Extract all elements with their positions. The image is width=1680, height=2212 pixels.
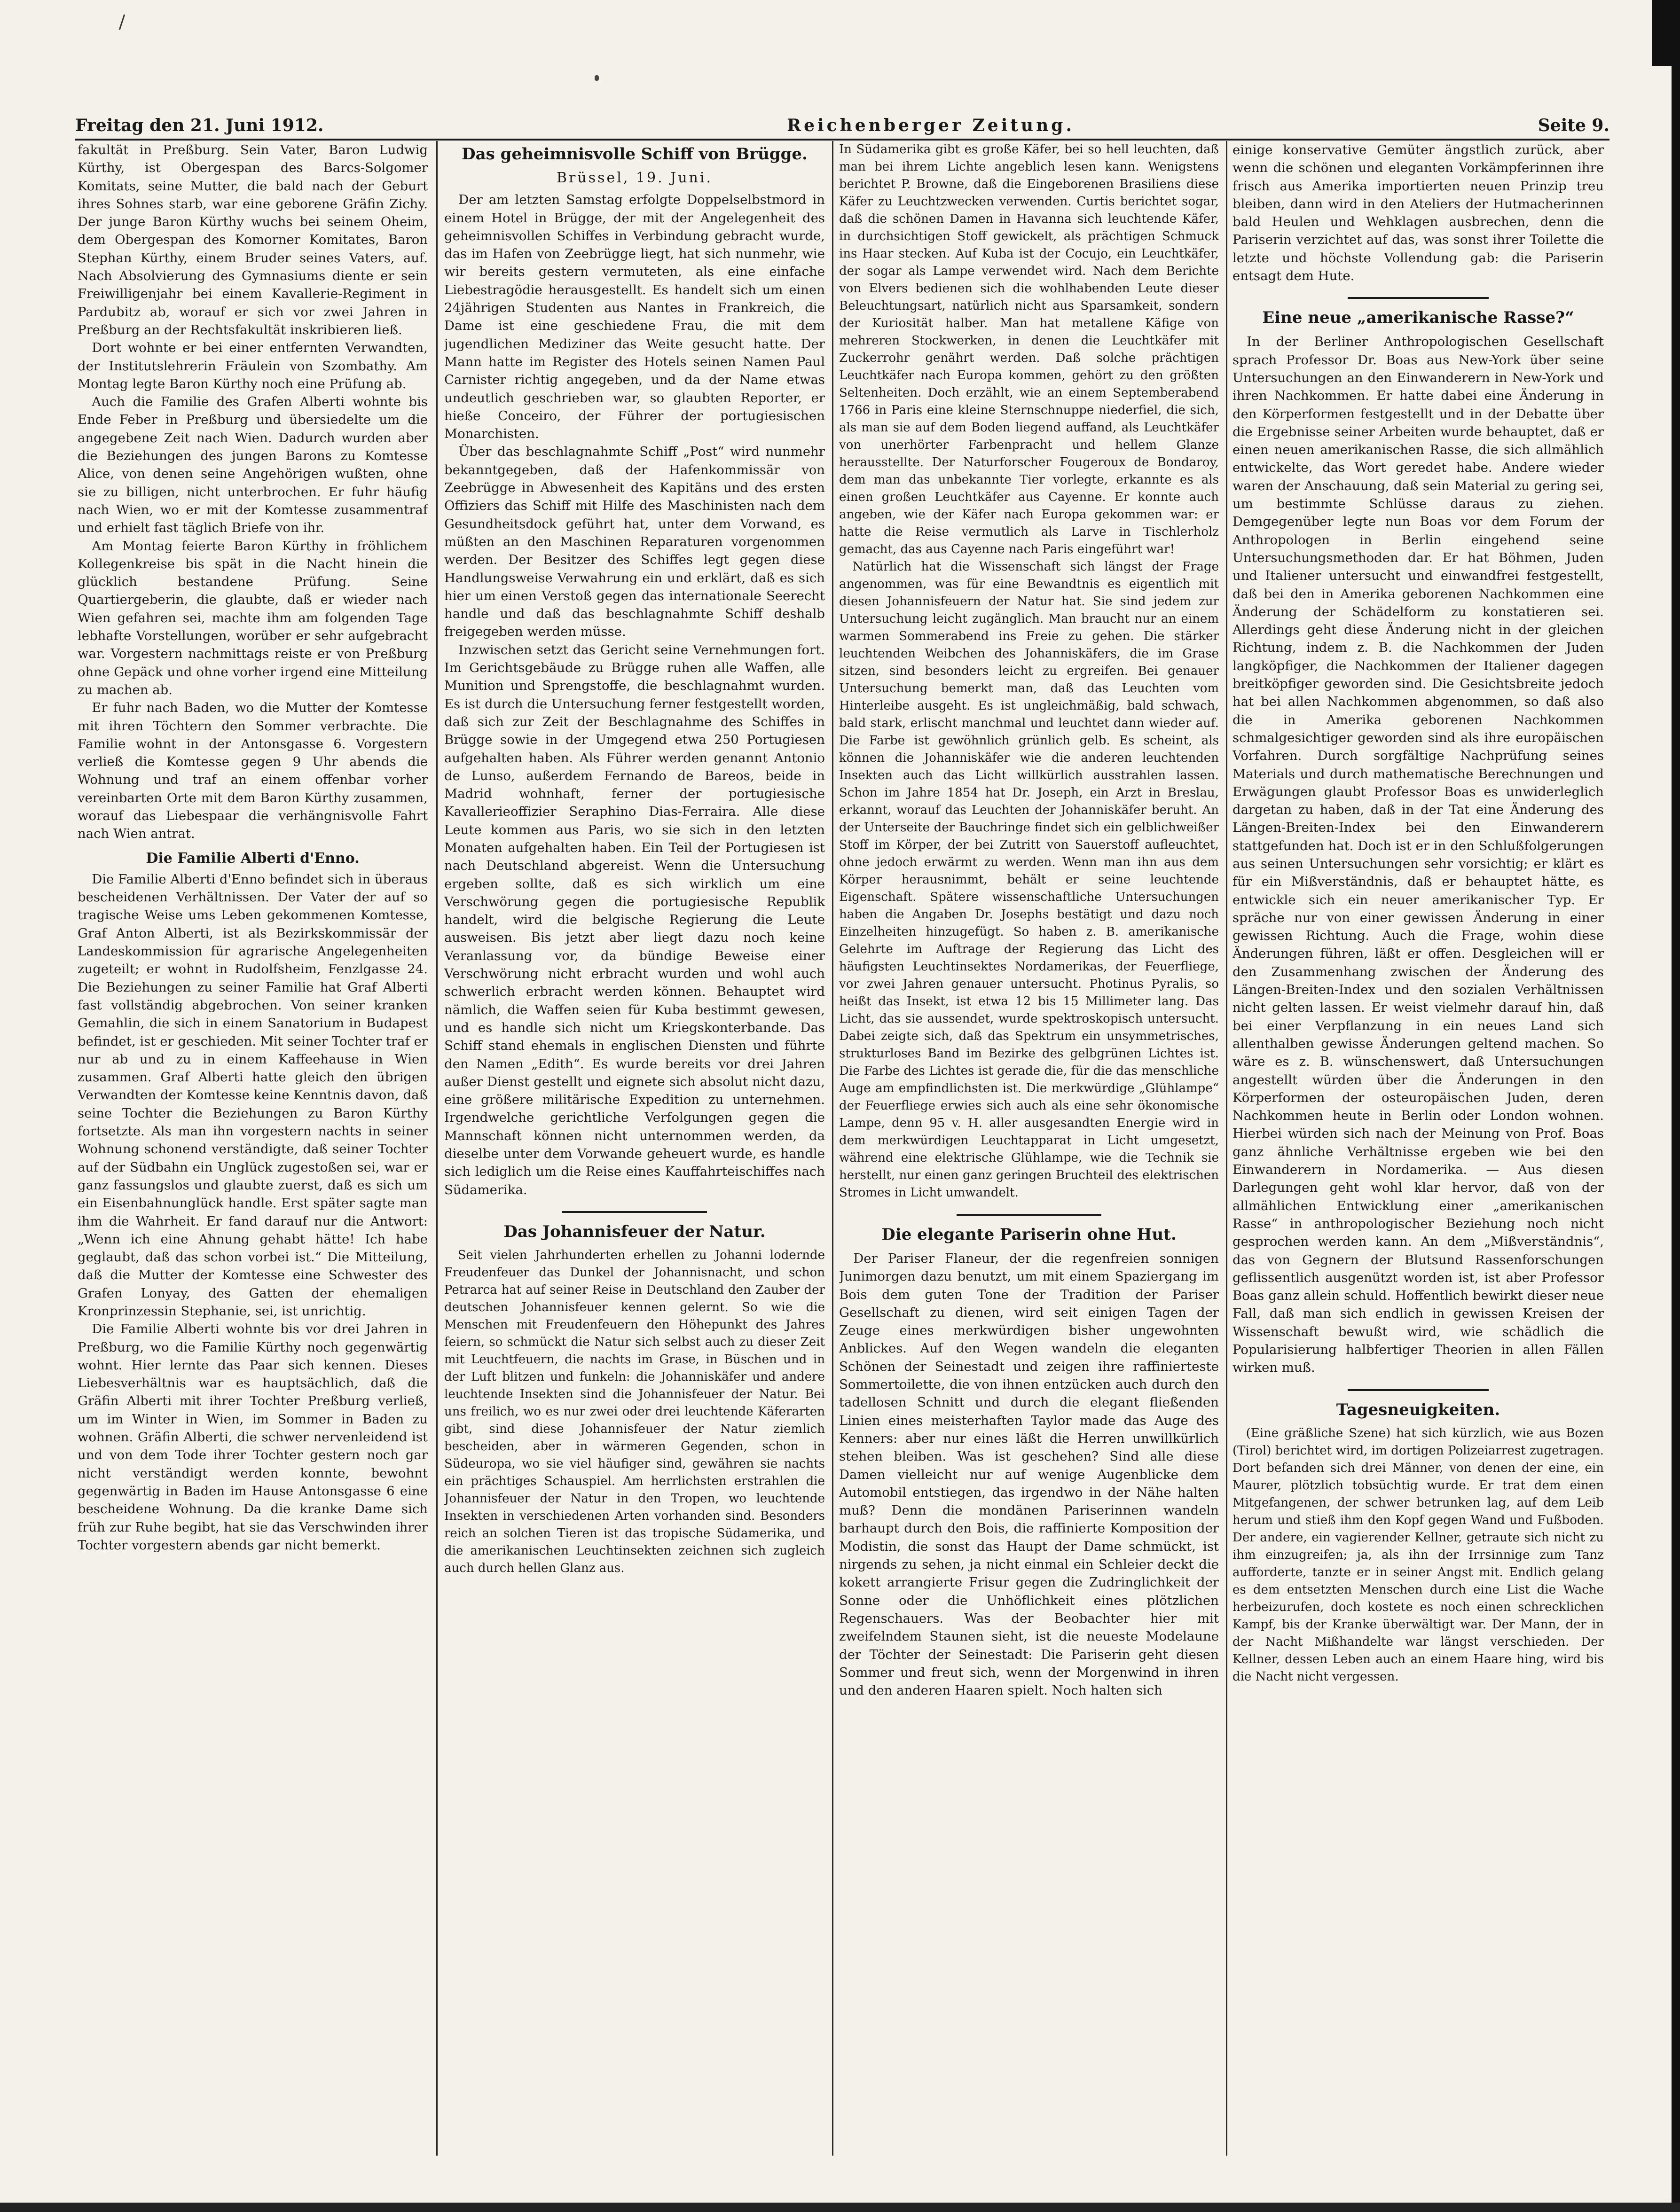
article-headline: Das Johannisfeuer der Natur. [503,1222,766,1241]
article-paragraph: einige konservative Gemüter ängstlich zurück, aber wenn die schönen und eleganten Vorkämpferinnen ihre frisch aus Amerika importierten neuen Prinzip treu bleiben, dann wird in den Ateliers der Hutmacherinnen bald Heulen und Wehklagen ausbrechen, denn die Pariserin verzichtet auf das, was sonst ihrer Toilette die letzte und höchste Vollendung gab: die Pariserin entsagt dem Hute. [1233,142,1604,284]
article-paragraph: Inzwischen setzt das Gericht seine Vernehmungen fort. Im Gerichtsgebäude zu Brügge ruhen alle Waffen, alle Munition und Sprengstoffe, die beschlagnahmt wurden. Es ist durch die Untersuchung ferner festgestellt worden, daß sich zur Zeit der Beschlagnahme des Schiffes in Brügge sowie in der Umgegend etwa 250 Portugiesen aufgehalten haben. Als Führer werden genannt Antonio de Lunso, außerdem Fernando de Bareos, beide in Madrid wohnhaft, ferner der portugiesische Kavallerieoffizier Seraphino Dias-Ferraira. Alle diese Leute kommen aus Paris, wo sie sich in den letzten Monaten aufgehalten haben. Ein Teil der Portugiesen ist nach Deutschland abgereist. Wenn die Untersuchung ergeben sollte, daß es sich wirklich um eine Verschwörung gegen die portugiesische Republik handelt, wird die belgische Regierung die Leute ausweisen. Bis jetzt aber liegt dazu noch keine Veranlassung vor, da bündige Beweise einer Verschwörung nicht erbracht wurden und wohl auch schwerlich erbracht werden können. Behauptet wird nämlich, die Waffen seien für Kuba bestimmt gewesen, und es handle sich nicht um Kriegskonterbande. Das Schiff stand ehemals in englischen Diensten und führte den Namen „Edith“. Es wurde bereits vor drei Jahren außer Dienst gestellt und eignete sich absolut nicht dazu, eine größere militärische Expedition zu unternehmen. Irgendwelche gerichtliche Verfolgungen gegen die Mannschaft können nicht unternommen werden, da dieselbe unter dem Vorwande geheuert wurde, es handle sich lediglich um die Reise eines Kauffahrteischiffes nach Südamerika. [444,642,825,1197]
section-subhead: Die Familie Alberti d'Enno. [146,850,360,867]
article-headline: Die elegante Pariserin ohne Hut. [881,1225,1177,1244]
pen-mark [119,14,125,30]
article-separator [562,1211,707,1213]
page-header [75,104,1609,135]
article-paragraph: Dort wohnte er bei einer entfernten Verwandten, der Institutslehrerin Fräulein von Szombathy. Am Montag legte Baron Kürthy noch eine Prüfung ab. [78,340,428,391]
article-paragraph: In der Berliner Anthropologischen Gesellschaft sprach Professor Dr. Boas aus New-York über seine Untersuchungen an den Einwanderern in New-York und ihren Nachkommen. Er hatte dabei eine Änderung in den Körperformen festgestellt und in der Debatte über die Ergebnisse seiner Arbeiten wurde behauptet, daß er einen neuen amerikanischen Rasse, die sich allmählich entwickelte, das Wort geredet habe. Andere wieder waren der Anschauung, daß sein Material zu gering sei, um bestimmte Schlüsse daraus zu ziehen. Demgegenüber legte nun Boas vor dem Forum der Anthropologen in Berlin eingehend seine Untersuchungsmethoden dar. Er hat Böhmen, Juden und Italiener untersucht und einwandfrei festgestellt, daß bei den in Amerika geborenen Nachkommen eine Änderung der Schädelform zu konstatieren sei. Allerdings geht diese Änderung nicht in der gleichen Richtung, indem z. B. die Nachkommen der Juden langköpfiger, die Nachkommen der Italiener dagegen breitköpfiger geworden sind. Die Gesichtsbreite jedoch hat bei allen Nachkommen abgenommen, so daß also die in Amerika geborenen Nachkommen schmalgesichtiger geworden sind als ihre europäischen Vorfahren. Durch sorgfältige Nachprüfung seines Materials und durch mathematische Berechnungen und Erwägungen glaubt Professor Boas es unwiderleglich dargetan zu haben, daß in der Tat eine Änderung des Längen-Breiten-Index bei den Einwanderern stattgefunden hat. Doch ist er in den Schlußfolgerungen aus seinen Untersuchungen sehr vorsichtig; er klärt es für ein Mißverständnis, daß er behauptet hätte, es entwickle sich ein neuer amerikanischer Typ. Er spräche nur von einer gewissen Änderung in einer gewissen Richtung. Auch die Frage, wohin diese Änderungen führen, läßt er offen. Desgleichen will er den Zusammenhang zwischen der Änderung des Längen-Breiten-Index und den sozialen Verhältnissen nicht gelten lassen. Er weist vielmehr darauf hin, daß bei einer Verpflanzung in ein neues Land sich allenthalben gewisse Änderungen geltend machen. So wäre es z. B. wünschenswert, daß Untersuchungen angestellt würden über die Änderungen in den Körperformen der osteuropäischen Juden, deren Nachkommen heute in Berlin oder London wohnen. Hierbei würden sich nach der Meinung von Prof. Boas ganz ähnliche Verhältnisse ergeben wie bei den Einwanderern in Nordamerika. — Aus diesen Darlegungen geht wohl klar hervor, daß von der allmählichen Entwicklung einer „amerikanischen Rasse“ in anthropologischer Beziehung noch nicht gesprochen werden kann. An dem „Mißverständnis“, das von Gegnern der Blutsund Rassenforschungen geflissentlich ausgenützt worden ist, ist aber Professor Boas ganz allein schuld. Hoffentlich bewirkt dieser neue Fall, daß man sich endlich in gewissen Kreisen der Wissenschaft bewußt wird, wie schädlich die Popularisierung halbfertiger Theorien in allen Fällen wirken muß. [1233,334,1604,1376]
scan-corner-right [1652,0,1680,66]
column-3 [839,141,1219,2112]
article-separator [1348,1389,1489,1391]
article-headline: Eine neue „amerikanische Rasse?“ [1262,308,1574,328]
article-paragraph: Auch die Familie des Grafen Alberti wohnte bis Ende Feber in Preßburg und übersiedelte um die angegebene Zeit nach Wien. Dadurch wurden aber die Beziehungen des jungen Barons zu Komtesse Alice, von denen seine Angehörigen wußten, ohne sie zu billigen, nicht unterbrochen. Er fuhr häufig nach Wien, wo er mit der Komtesse zusammentraf und erhielt fast täglich Briefe von ihr. [78,394,428,536]
column-2 [444,141,825,2112]
article-separator [1348,297,1489,299]
article-paragraph: In Südamerika gibt es große Käfer, bei so hell leuchten, daß man bei ihrem Lichte angeblich lesen kann. Wenigstens berichtet P. Browne, daß die Eingeborenen Brasiliens diese Käfer zu Leuchtzwecken verwenden. Curtis berichtet sogar, daß die schönen Damen in Havanna sich leuchtende Käfer, in durchsichtigen Stoff gewickelt, als prächtigen Schmuck ins Haar stecken. Auf Kuba ist der Cocujo, ein Leuchtkäfer, der sogar als Lampe verwendet wird. Nach dem Berichte von Elvers bedienen sich die wohlhabenden Leute dieser Beleuchtungsart, natürlich nicht aus Sparsamkeit, sondern der Kuriosität halber. Man hat metallene Käfige von mehreren Stockwerken, in denen die Leuchtkäfer mit Zuckerrohr genährt werden. Daß solche prächtigen Leuchtkäfer nach Europa kommen, gehört zu den größten Seltenheiten. Doch erzählt, wie an einem Septemberabend 1766 in Paris eine kleine Sternschnuppe niederfiel, die sich, als man sie auf dem Boden liegend auffand, als Leuchtkäfer von unerhörter Farbenpracht und hellem Glanze herausstellte. Der Naturforscher Fougeroux de Bondaroy, dem man das unbekannte Tier vorlegte, erkannte es als einen großen Leuchtkäfer aus Cayenne. Er konnte auch angeben, wie der Käfer nach Europa gekommen war: er hatte die Reise vermutlich als Larve in Tischlerholz gemacht, das aus Cayenne nach Paris eingeführt war! [839,142,1219,556]
column-rule [1226,141,1227,2156]
article-headline: Das geheimnisvolle Schiff von Brügge. [462,145,808,164]
scan-border-bottom [0,2203,1680,2212]
article-paragraph: fakultät in Preßburg. Sein Vater, Baron Ludwig Kürthy, ist Obergespan des Barcs-Solgomer Komitats, seine Mutter, die bald nach der Geburt ihres Sohnes starb, war eine geborene Gräfin Zichy. Der junge Baron Kürthy wuchs bei seinem Oheim, dem Obergespan des Komorner Komitates, Baron Stephan Kürthy, einem Bruder seines Vaters, auf. Nach Absolvierung des Gymnasiums diente er sein Freiwilligenjahr bei einem Kavallerie-Regiment in Pardubitz ab, worauf er sich vor zwei Jahren in Preßburg an der Rechtsfakultät inskribieren ließ. [78,142,428,337]
issue-date: Freitag den 21. Juni 1912. [75,116,324,135]
header-rule [75,139,1609,141]
newspaper-title: Reichenberger Zeitung. [787,116,1075,135]
page-number: Seite 9. [1538,116,1609,135]
article-paragraph: (Eine gräßliche Szene) hat sich kürzlich, wie aus Bozen (Tirol) berichtet wird, im dortigen Polizeiarrest zugetragen. Dort befanden sich drei Männer, von denen der eine, ein Maurer, plötzlich tobsüchtig wurde. Er trat dem einen Mitgefangenen, der schwer betrunken lag, auf dem Leib herum und stieß ihm den Kopf gegen Wand und Fußboden. Der andere, ein vagierender Kellner, getraute sich nicht zu ihm einzugreifen; ja, als ihn der Irrsinnige zum Tanz aufforderte, tanzte er in seiner Angst mit. Endlich gelang es dem entsetzten Menschen durch eine List die Wache herbeizurufen, doch kostete es noch einen schrecklichen Kampf, bis der Kranke überwältigt war. Der Mann, der in der Nacht Mißhandelte war längst verschieden. Der Kellner, dessen Leben auch an einem Haare hing, wird bis die Nacht nicht vergessen. [1233,1426,1604,1684]
column-rule [832,141,833,2156]
article-paragraph: Seit vielen Jahrhunderten erhellen zu Johanni lodernde Freudenfeuer das Dunkel der Johannisnacht, und schon Petrarca hat auf seiner Reise in Deutschland den Zauber der deutschen Johannisfeuer kennen gelernt. So wie die Menschen mit Freudenfeuern den Höhepunkt des Jahres feiern, so schmückt die Natur sich selbst auch zu dieser Zeit mit Leuchtfeuern, die nachts im Grase, in Büschen und in der Luft blitzen und funkeln: die Johanniskäfer und andere leuchtende Insekten sind die Johannisfeuer der Natur. Bei uns freilich, wo es nur zwei oder drei leuchtende Käferarten gibt, sind diese Johannisfeuer der Natur ziemlich bescheiden, aber in wärmeren Gegenden, schon in Südeuropa, wo sie viel häufiger sind, gewähren sie nachts ein prächtiges Schauspiel. Am herrlichsten erstrahlen die Johannisfeuer der Natur in den Tropen, wo leuchtende Insekten in verschiedenen Arten vorhanden sind. Besonders reich an solchen Tieren ist das tropische Südamerika, und die amerikanischen Leuchtinsekten zeichnen sich zugleich auch durch hellen Glanz aus. [444,1248,825,1575]
article-paragraph: Am Montag feierte Baron Kürthy in fröhlichem Kollegenkreise bis spät in die Nacht hinein die glücklich bestandene Prüfung. Seine Quartiergeberin, die glaubte, daß er wieder nach Wien gefahren sei, machte ihm am folgenden Tage lebhafte Vorstellungen, worüber er sehr aufgebracht war. Vorgestern nachmittags reiste er von Preßburg ohne Gepäck und ohne vorher irgend eine Mitteilung zu machen ab. [78,538,428,697]
article-paragraph: Natürlich hat die Wissenschaft sich längst der Frage angenommen, was für eine Bewandtnis es eigentlich mit diesen Johannisfeuern der Natur hat. Sie sind jedem zur Untersuchung leicht zugänglich. Man braucht nur an einem warmen Sommerabend ins Freie zu gehen. Die stärker leuchtenden Weibchen des Johanniskäfers, die im Grase sitzen, sind besonders leicht zu ergreifen. Bei genauer Untersuchung bemerkt man, daß das Leuchten vom Hinterleibe ausgeht. Es ist ungleichmäßig, bald schwach, bald stark, erlischt manchmal und leuchtet dann wieder auf. Die Farbe ist gewöhnlich grünlich gelb. Es scheint, als können die Johanniskäfer wie die anderen leuchtenden Insekten auch das Licht willkürlich ausstrahlen lassen. Schon im Jahre 1854 hat Dr. Joseph, ein Arzt in Breslau, erkannt, worauf das Leuchten der Johanniskäfer beruht. An der Unterseite der Bauchringe findet sich ein gelblichweißer Stoff im Körper, der bei Zutritt von Sauerstoff aufleuchtet, ohne jedoch erwärmt zu werden. Wenn man ihn aus dem Körper herausnimmt, behält er seine leuchtende Eigenschaft. Spätere wissenschaftliche Untersuchungen haben die Angaben Dr. Josephs bestätigt und dazu noch Einzelheiten hinzugefügt. So haben z. B. amerikanische Gelehrte im Auftrage der Regierung das Licht des häufigsten Leuchtinsektes Nordamerikas, der Feuerfliege, vor zwei Jahren genauer untersucht. Photinus Pyralis, so heißt das Insekt, ist etwa 12 bis 15 Millimeter lang. Das Licht, das sie aussendet, wurde spektroskopisch untersucht. Dabei zeigte sich, daß das Spektrum ein unsymmetrisches, strukturloses Band im Bezirke des gelbgrünen Lichtes ist. Die Farbe des Lichtes ist gerade die, für die das menschliche Auge am empfindlichsten ist. Die merkwürdige „Glühlampe“ der Feuerfliege erwies sich auch als eine sehr ökonomische Lampe, denn 95 v. H. aller ausgesandten Energie wird in dem merkwürdigen Leuchtapparat in Licht umgesetzt, während eine elektrische Glühlampe, wie die Technik sie herstellt, nur einen ganz geringen Bruchteil des elektrischen Stromes in Licht umwandelt. [839,560,1219,1200]
article-paragraph: Die Familie Alberti wohnte bis vor drei Jahren in Preßburg, wo die Familie Kürthy noch gegenwärtig wohnt. Hier lernte das Paar sich kennen. Dieses Liebesverhältnis war es hauptsächlich, daß die Gräfin Alberti mit ihrer Tochter Preßburg verließ, um im Winter in Wien, im Sommer in Baden zu wohnen. Gräfin Alberti, die schwer nervenleidend ist und von dem Tode ihrer Tochter gestern noch gar nicht verständigt werden konnte, bewohnt gegenwärtig in Baden im Hause Antonsgasse 6 eine bescheidene Wohnung. Da die kranke Dame sich früh zur Ruhe begibt, hat sie das Verschwinden ihrer Tochter vorgestern abends gar nicht bemerkt. [78,1321,428,1553]
article-separator [957,1214,1101,1216]
column-1 [78,141,428,2112]
scan-border-right [1672,0,1680,2212]
article-paragraph: Über das beschlagnahmte Schiff „Post“ wird nunmehr bekanntgegeben, daß der Hafenkommissär von Zeebrügge in Abwesenheit des Kapitäns und des ersten Offiziers das Schiff mit Hilfe des Maschinisten nach dem Gesundheitsdock geführt hat, unter dem Vorwand, es müßten an den Maschinen Reparaturen vorgenommen werden. Der Besitzer des Schiffes legt gegen diese Handlungsweise Verwahrung ein und erklärt, daß es sich hier um einen Verstoß gegen das internationale Seerecht handle und daß das beschlagnahmte Schiff deshalb freigegeben werden müsse. [444,444,825,640]
article-paragraph: Der am letzten Samstag erfolgte Doppelselbstmord in einem Hotel in Brügge, der mit der Angelegenheit des geheimnisvollen Schiffes in Verbindung gebracht wurde, das im Hafen von Zeebrügge liegt, hat sich nunmehr, wie wir bereits gestern vermuteten, als eine einfache Liebestragödie herausgestellt. Es handelt sich um einen 24jährigen Studenten aus Nantes in Frankreich, die Dame ist eine geschiedene Frau, die mit dem jugendlichen Mediziner das Weite gesucht hatte. Der Mann hatte im Register des Hotels seinen Namen Paul Carnister richtig angegeben, und da der Name etwas undeutlich geschrieben war, so glaubten Reporter, er hieße Conceiro, der Führer der portugiesischen Monarchisten. [444,192,825,442]
column-rule [436,141,438,2156]
article-dateline: Brüssel, 19. Juni. [557,170,713,186]
column-4 [1233,141,1604,2112]
ink-dot [595,75,599,81]
article-paragraph: Der Pariser Flaneur, der die regenfreien sonnigen Junimorgen dazu benutzt, um mit einem Spaziergang im Bois dem guten Tone der Tradition der Pariser Gesellschaft zu dienen, wird seit einigen Tagen der Zeuge eines merkwürdigen bisher ungewohnten Anblickes. Auf den Wegen wandeln die eleganten Schönen der Seinestadt und zeigen ihre raffinierteste Sommertoilette, die von ihnen entzücken auch durch den tadellosen Schnitt und durch die elegant fließenden Linien eines meisterhaften Taylor made das Auge des Kenners: aber nur eines läßt die Herren unwillkürlich stehen bleiben. Was ist geschehen? Sind alle diese Damen vielleicht nur auf wenige Augenblicke dem Automobil entstiegen, das irgendwo in der Nähe halten muß? Denn die mondänen Pariserinnen wandeln barhaupt durch den Bois, die raffinierte Komposition der Modistin, die sonst das Haupt der Dame schmückt, ist nirgends zu sehen, ja nicht einmal ein Schleier deckt die kokett arrangierte Frisur gegen die Zudringlichkeit der Sonne oder die Unhöflichkeit eines plötzlichen Regenschauers. Was der Beobachter hier mit zweifelndem Staunen sieht, ist die neueste Modelaune der Töchter der Seinestadt: Die Pariserin geht diesen Sommer und freut sich, wenn der Morgenwind in ihren und den anderen Haaren spielt. Noch halten sich [839,1251,1219,1698]
article-paragraph: Er fuhr nach Baden, wo die Mutter der Komtesse mit ihren Töchtern den Sommer verbrachte. Die Familie wohnt in der Antonsgasse 6. Vorgestern verließ die Komtesse gegen 9 Uhr abends die Wohnung und traf an einem offenbar vorher vereinbarten Orte mit dem Baron Kürthy zusammen, worauf das Liebespaar die verhängnisvolle Fahrt nach Wien antrat. [78,700,428,842]
article-paragraph: Die Familie Alberti d'Enno befindet sich in überaus bescheidenen Verhältnissen. Der Vater der auf so tragische Weise ums Leben gekommenen Komtesse, Graf Anton Alberti, ist als Bezirkskommissär der Landeskommission für agrarische Angelegenheiten zugeteilt; er wohnt in Rudolfsheim, Fenzlgasse 24. Die Beziehungen zu seiner Familie hat Graf Alberti fast vollständig abgebrochen. Von seiner kranken Gemahlin, die sich in einem Sanatorium in Budapest befindet, ist er geschieden. Mit seiner Tochter traf er nur ab und zu in einem Kaffeehause in Wien zusammen. Graf Alberti hatte gleich den übrigen Verwandten der Komtesse keine Kenntnis davon, daß seine Tochter die Beziehungen zu Baron Kürthy fortsetzte. Als man ihn vorgestern nachts in seiner Wohnung schonend verständigte, daß seiner Tochter auf der Südbahn ein Unglück zugestoßen sei, war er ganz fassungslos und glaubte zuerst, daß es sich um ein Eisenbahnunglück handle. Erst später sagte man ihm die Wahrheit. Er fand darauf nur die Antwort: „Wenn ich eine Ahnung gehabt hätte! Ich habe geglaubt, daß das schon vorbei ist.“ Die Mitteilung, daß die Mutter der Komtesse eine Schwester des Grafen Lonyay, des Gatten der ehemaligen Kronprinzessin Stephanie, sei, ist unrichtig. [78,871,428,1319]
article-headline: Tagesneuigkeiten. [1336,1400,1500,1419]
